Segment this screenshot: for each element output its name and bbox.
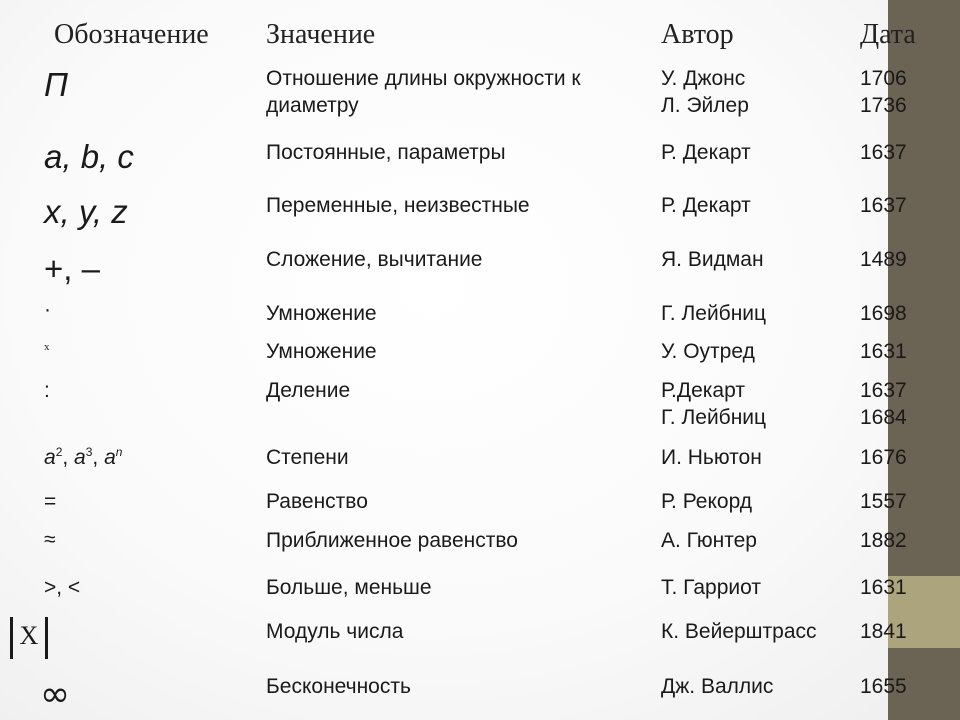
date-cell: 1706 1736 xyxy=(860,67,907,117)
date-cell: 1631 xyxy=(860,576,907,599)
meaning-cell: Степени xyxy=(266,446,349,469)
header-author: Автор xyxy=(661,19,734,50)
date-cell: 1698 xyxy=(860,302,907,325)
author-cell: Т. Гарриот xyxy=(661,576,761,599)
symbol-approx: ≈ xyxy=(44,528,56,551)
symbol-xyz: x, y, z xyxy=(44,193,128,230)
date-cell: 1841 xyxy=(860,620,907,643)
author-cell: У. Оутред xyxy=(661,340,755,363)
meaning-cell: Постоянные, параметры xyxy=(266,141,506,164)
meaning-cell: Деление xyxy=(266,379,351,402)
symbol-plus-minus: +, – xyxy=(44,250,100,287)
date-cell: 1676 xyxy=(860,446,907,469)
date-cell: 1637 xyxy=(860,194,907,217)
table-row xyxy=(0,618,960,661)
meaning-cell: Больше, меньше xyxy=(266,576,432,599)
symbol-pi: П xyxy=(44,66,68,103)
author-cell: Г. Лейбниц xyxy=(661,302,767,325)
symbol-infinity: ∞ xyxy=(40,674,70,715)
author-cell: Дж. Валлис xyxy=(661,675,774,698)
date-cell: 1655 xyxy=(860,675,907,698)
symbol-cross: x xyxy=(44,341,50,353)
date-cell: 1557 xyxy=(860,490,907,513)
meaning-cell: Равенство xyxy=(266,490,368,513)
date-cell: 1637 1684 xyxy=(860,379,907,429)
author-cell: И. Ньютон xyxy=(661,446,762,469)
date-cell: 1637 xyxy=(860,141,907,164)
header-date: Дата xyxy=(860,19,916,50)
abs-bar-right xyxy=(45,617,48,659)
symbol-colon: : xyxy=(44,379,50,402)
date-cell: 1631 xyxy=(860,340,907,363)
author-cell: А. Гюнтер xyxy=(661,529,757,552)
abs-bar-left xyxy=(10,617,13,659)
date-cell: 1489 xyxy=(860,248,907,271)
author-cell: К. Вейерштрасс xyxy=(661,620,817,643)
meaning-cell: Сложение, вычитание xyxy=(266,248,483,271)
symbol-abc: a, b, c xyxy=(44,138,134,175)
author-cell: Р. Декарт xyxy=(661,141,751,164)
meaning-cell: Умножение xyxy=(266,302,377,325)
meaning-cell: Бесконечность xyxy=(266,675,411,698)
symbol-abs: X xyxy=(10,621,48,650)
meaning-cell: Переменные, неизвестные xyxy=(266,194,530,217)
meaning-cell: Модуль числа xyxy=(266,620,404,643)
author-cell: У. Джонс Л. Эйлер xyxy=(661,67,749,117)
author-cell: Р. Декарт xyxy=(661,194,751,217)
author-cell: Р.Декарт Г. Лейбниц xyxy=(661,379,767,429)
header-symbol: Обозначение xyxy=(54,19,209,50)
symbol-dot: · xyxy=(44,298,51,321)
author-cell: Я. Видман xyxy=(661,248,764,271)
header-meaning: Значение xyxy=(266,19,376,50)
symbol-equals: = xyxy=(44,490,57,513)
author-cell: Р. Рекорд xyxy=(661,490,753,513)
symbol-powers: $a^2$, $a^3$, $a^n$ xyxy=(44,445,123,469)
meaning-cell: Приближенное равенство xyxy=(266,529,518,552)
symbol-compare: >, < xyxy=(44,576,81,599)
meaning-cell: Умножение xyxy=(266,340,377,363)
date-cell: 1882 xyxy=(860,529,907,552)
meaning-cell: Отношение длины окружности к диаметру xyxy=(266,67,581,117)
